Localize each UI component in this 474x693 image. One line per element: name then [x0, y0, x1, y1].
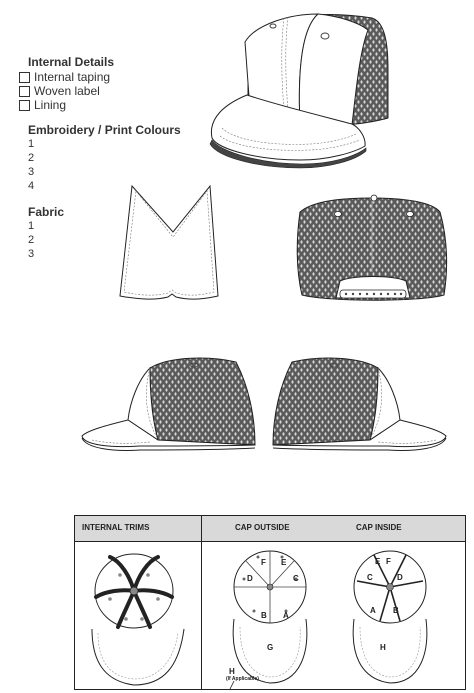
label-outside-g: G	[267, 643, 274, 652]
label-outside-f: F	[261, 558, 266, 567]
embroidery-item: 1	[28, 138, 35, 150]
label-inside-a: A	[370, 606, 376, 615]
label-inside-b: B	[393, 606, 399, 615]
cap-side-view-right	[273, 358, 446, 450]
label-inside-h: H	[380, 643, 386, 652]
label-inside-e: E	[375, 557, 381, 566]
option-label: Internal taping	[34, 70, 111, 84]
label-inside-d: D	[397, 573, 403, 582]
label-outside-a: A	[283, 611, 289, 620]
label-inside-f: F	[386, 557, 391, 566]
label-inside-c: C	[367, 573, 373, 582]
trims-diagrams	[74, 541, 466, 689]
internal-trims-cap	[92, 554, 184, 685]
embroidery-item: 4	[28, 180, 35, 192]
cap-side-view-left	[82, 358, 255, 450]
cap-inside-diagram	[353, 551, 427, 683]
fabric-title: Fabric	[28, 205, 65, 219]
embroidery-item: 3	[28, 166, 35, 178]
label-outside-e: E	[281, 558, 287, 567]
fabric-item: 2	[28, 234, 35, 246]
option-label: Woven label	[34, 84, 100, 98]
cap-flat-panel	[120, 186, 218, 299]
label-outside-c: C	[293, 574, 299, 583]
label-outside-d: D	[247, 574, 253, 583]
cap-three-quarter-view	[210, 14, 388, 168]
header-cap-outside: CAP OUTSIDE	[235, 523, 290, 532]
fabric-item: 3	[28, 248, 35, 260]
fabric-item: 1	[28, 220, 35, 232]
option-label: Lining	[34, 98, 67, 112]
pointer-note: (If Applicable)	[226, 676, 259, 682]
internal-details-title: Internal Details	[28, 55, 115, 69]
pointer-label-h: H	[229, 667, 235, 676]
header-cap-inside: CAP INSIDE	[356, 523, 402, 532]
label-outside-b: B	[261, 611, 267, 620]
embroidery-item: 2	[28, 152, 35, 164]
cap-outside-diagram	[230, 551, 307, 689]
cap-back-view	[297, 195, 446, 300]
header-internal-trims: INTERNAL TRIMS	[82, 523, 150, 532]
embroidery-title: Embroidery / Print Colours	[28, 123, 181, 137]
